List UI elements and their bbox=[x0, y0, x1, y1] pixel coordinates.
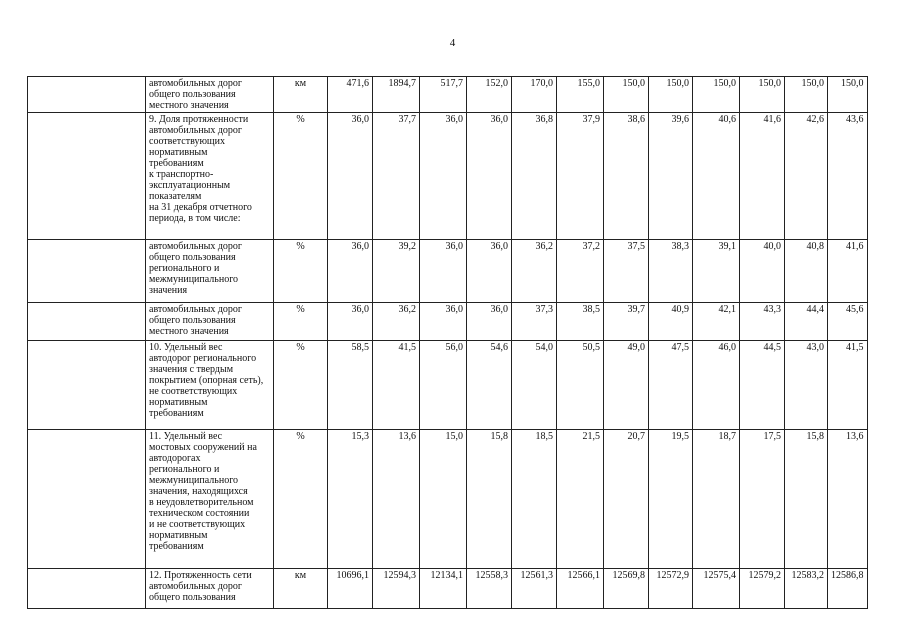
indicator-label: 12. Протяженность сети автомобильных дорог общего пользования bbox=[146, 569, 274, 609]
value-cell: 40,9 bbox=[649, 303, 693, 341]
unit-cell: % bbox=[274, 430, 328, 569]
value-cell: 42,1 bbox=[693, 303, 740, 341]
value-cell: 12558,3 bbox=[467, 569, 512, 609]
value-cell: 13,6 bbox=[828, 430, 868, 569]
value-cell: 37,3 bbox=[512, 303, 557, 341]
value-cell: 54,6 bbox=[467, 341, 512, 430]
section-cell bbox=[28, 341, 146, 430]
section-cell bbox=[28, 303, 146, 341]
indicator-label: 9. Доля протяженности автомобильных дорог соответствующих нормативным требованиям к транспортно- эксплуатационным показателям на 31 декабря отчетного периода, в том числе: bbox=[146, 113, 274, 240]
value-cell: 40,6 bbox=[693, 113, 740, 240]
unit-cell: % bbox=[274, 341, 328, 430]
value-cell: 15,0 bbox=[420, 430, 467, 569]
value-cell: 150,0 bbox=[649, 77, 693, 113]
value-cell: 12586,8 bbox=[828, 569, 868, 609]
value-cell: 517,7 bbox=[420, 77, 467, 113]
value-cell: 40,0 bbox=[740, 240, 785, 303]
unit-cell: км bbox=[274, 569, 328, 609]
value-cell: 36,8 bbox=[512, 113, 557, 240]
table-row bbox=[28, 77, 868, 113]
section-cell bbox=[28, 569, 146, 609]
value-cell: 43,3 bbox=[740, 303, 785, 341]
section-cell bbox=[28, 77, 146, 113]
value-cell: 50,5 bbox=[557, 341, 604, 430]
page-number: 4 bbox=[449, 37, 456, 49]
value-cell: 42,6 bbox=[785, 113, 828, 240]
value-cell: 36,0 bbox=[328, 240, 373, 303]
value-cell: 18,5 bbox=[512, 430, 557, 569]
section-cell bbox=[28, 430, 146, 569]
value-cell: 12575,4 bbox=[693, 569, 740, 609]
value-cell: 44,4 bbox=[785, 303, 828, 341]
value-cell: 41,6 bbox=[740, 113, 785, 240]
value-cell: 150,0 bbox=[785, 77, 828, 113]
unit-cell: % bbox=[274, 240, 328, 303]
value-cell: 20,7 bbox=[604, 430, 649, 569]
value-cell: 12134,1 bbox=[420, 569, 467, 609]
value-cell: 152,0 bbox=[467, 77, 512, 113]
indicator-label: 11. Удельный вес мостовых сооружений на автодорогах регионального и межмуниципального значения, находящихся в неудовлетворительном техническом состоянии и не соответствующих нормативным требованиям bbox=[146, 430, 274, 569]
unit-cell: % bbox=[274, 303, 328, 341]
table-row bbox=[28, 569, 868, 609]
value-cell: 471,6 bbox=[328, 77, 373, 113]
value-cell: 36,0 bbox=[467, 113, 512, 240]
value-cell: 40,8 bbox=[785, 240, 828, 303]
value-cell: 150,0 bbox=[828, 77, 868, 113]
value-cell: 15,8 bbox=[467, 430, 512, 569]
indicator-label: автомобильных дорог общего пользования регионального и межмуниципального значения bbox=[146, 240, 274, 303]
value-cell: 43,0 bbox=[785, 341, 828, 430]
value-cell: 150,0 bbox=[740, 77, 785, 113]
value-cell: 36,0 bbox=[467, 303, 512, 341]
value-cell: 58,5 bbox=[328, 341, 373, 430]
value-cell: 39,1 bbox=[693, 240, 740, 303]
value-cell: 39,2 bbox=[373, 240, 420, 303]
indicators-table bbox=[27, 76, 868, 609]
value-cell: 150,0 bbox=[604, 77, 649, 113]
value-cell: 12566,1 bbox=[557, 569, 604, 609]
value-cell: 12569,8 bbox=[604, 569, 649, 609]
value-cell: 36,2 bbox=[512, 240, 557, 303]
table-row bbox=[28, 430, 868, 569]
value-cell: 12594,3 bbox=[373, 569, 420, 609]
value-cell: 41,5 bbox=[828, 341, 868, 430]
value-cell: 38,6 bbox=[604, 113, 649, 240]
value-cell: 36,2 bbox=[373, 303, 420, 341]
unit-cell: % bbox=[274, 113, 328, 240]
value-cell: 43,6 bbox=[828, 113, 868, 240]
value-cell: 150,0 bbox=[693, 77, 740, 113]
indicator-label: автомобильных дорог общего пользования местного значения bbox=[146, 77, 274, 113]
table-row bbox=[28, 113, 868, 240]
value-cell: 37,9 bbox=[557, 113, 604, 240]
value-cell: 39,7 bbox=[604, 303, 649, 341]
value-cell: 21,5 bbox=[557, 430, 604, 569]
value-cell: 17,5 bbox=[740, 430, 785, 569]
section-cell bbox=[28, 113, 146, 240]
value-cell: 54,0 bbox=[512, 341, 557, 430]
value-cell: 12579,2 bbox=[740, 569, 785, 609]
value-cell: 36,0 bbox=[420, 240, 467, 303]
table-body bbox=[28, 77, 868, 609]
value-cell: 49,0 bbox=[604, 341, 649, 430]
value-cell: 36,0 bbox=[420, 303, 467, 341]
value-cell: 36,0 bbox=[420, 113, 467, 240]
value-cell: 10696,1 bbox=[328, 569, 373, 609]
value-cell: 19,5 bbox=[649, 430, 693, 569]
value-cell: 46,0 bbox=[693, 341, 740, 430]
value-cell: 38,3 bbox=[649, 240, 693, 303]
value-cell: 41,5 bbox=[373, 341, 420, 430]
value-cell: 56,0 bbox=[420, 341, 467, 430]
value-cell: 18,7 bbox=[693, 430, 740, 569]
value-cell: 170,0 bbox=[512, 77, 557, 113]
value-cell: 47,5 bbox=[649, 341, 693, 430]
value-cell: 13,6 bbox=[373, 430, 420, 569]
table-row bbox=[28, 303, 868, 341]
value-cell: 37,5 bbox=[604, 240, 649, 303]
table-row bbox=[28, 240, 868, 303]
indicator-label: 10. Удельный вес автодорог регионального значения с твердым покрытием (опорная сеть), не соответствующих нормативным требованиям bbox=[146, 341, 274, 430]
table-row bbox=[28, 341, 868, 430]
value-cell: 12561,3 bbox=[512, 569, 557, 609]
value-cell: 37,2 bbox=[557, 240, 604, 303]
value-cell: 155,0 bbox=[557, 77, 604, 113]
value-cell: 15,3 bbox=[328, 430, 373, 569]
value-cell: 44,5 bbox=[740, 341, 785, 430]
value-cell: 15,8 bbox=[785, 430, 828, 569]
value-cell: 39,6 bbox=[649, 113, 693, 240]
value-cell: 36,0 bbox=[328, 113, 373, 240]
value-cell: 1894,7 bbox=[373, 77, 420, 113]
value-cell: 37,7 bbox=[373, 113, 420, 240]
section-cell bbox=[28, 240, 146, 303]
value-cell: 38,5 bbox=[557, 303, 604, 341]
value-cell: 36,0 bbox=[328, 303, 373, 341]
value-cell: 45,6 bbox=[828, 303, 868, 341]
value-cell: 36,0 bbox=[467, 240, 512, 303]
unit-cell: км bbox=[274, 77, 328, 113]
indicator-label: автомобильных дорог общего пользования местного значения bbox=[146, 303, 274, 341]
value-cell: 12583,2 bbox=[785, 569, 828, 609]
value-cell: 41,6 bbox=[828, 240, 868, 303]
value-cell: 12572,9 bbox=[649, 569, 693, 609]
